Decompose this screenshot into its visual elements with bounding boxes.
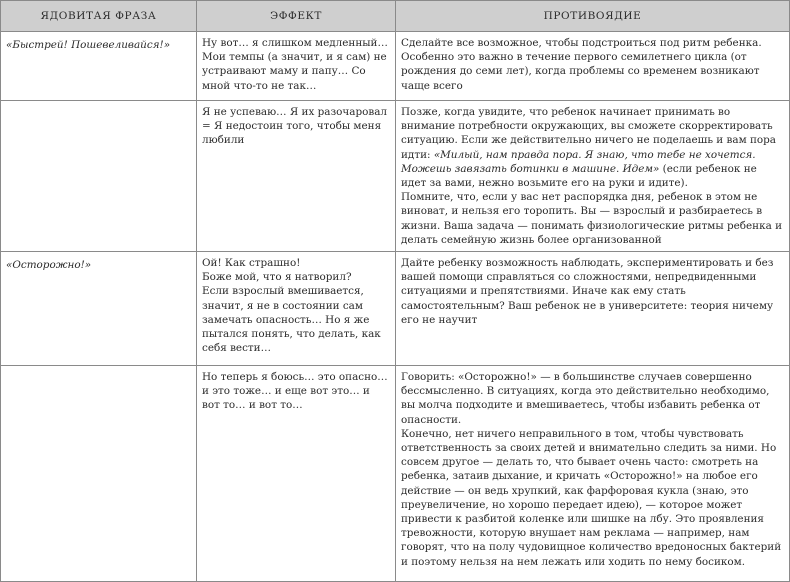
antidote-paragraph: Помните, что, если у вас нет распорядка дня, ребенок в этом не виноват, и нельзя его торопить. Вы — взрослый и разбираетесь в жизни. Ваша задача — понимать физиологические ритмы ребенка и делать семейную жизнь более организованной xyxy=(401,191,782,246)
effect-paragraph: Боже мой, что я натворил? xyxy=(202,271,352,284)
antidote-cell xyxy=(396,366,790,582)
table-row xyxy=(1,252,790,366)
phrase-cell: «Быстрей! Пошевеливайся!» xyxy=(1,32,197,101)
antidote-quote: «Милый, нам правда пора. Я знаю, что тебе не хочется. Можешь завязать ботинки в машине. Идем» xyxy=(401,148,756,175)
antidote-cell: Дайте ребенку возможность наблюдать, экспериментировать и без вашей помощи справляться со сложностями, непредвиденными ситуациями и препятствиями. Иначе как ему стать самостоятельным? Ваш ребенок не в университете: теория ничему его не научит xyxy=(396,252,790,366)
table-row xyxy=(1,101,790,252)
effect-cell: Ну вот… я слишком медленный… Мои темпы (а значит, и я сам) не устраивают маму и папу… Со мной что-то не так… xyxy=(197,32,396,101)
effect-cell: Но теперь я боюсь… это опасно… и это тоже… и еще вот это… и вот то… и вот то… xyxy=(197,366,396,582)
header-antidote: ПРОТИВОЯДИЕ xyxy=(396,1,790,32)
phrase-cell: «Осторожно!» xyxy=(1,252,197,366)
effect-cell: Я не успеваю… Я их разочаровал = Я недостоин того, чтобы меня любили xyxy=(197,101,396,252)
antidote-text: Позже, когда увидите, что ребенок начинает принимать во внимание потребности окружающих, вы сможете скорректировать ситуацию. Если же действительно ничего не поделаешь и вам пора идти: xyxy=(401,106,776,161)
effect-paragraph: Если взрослый вмешивается, значит, я не в состоянии сам замечать опасность… Но я же пытался понять, что делать, как себя вести… xyxy=(202,285,381,355)
antidote-cell: Сделайте все возможное, чтобы подстроиться под ритм ребенка. Особенно это важно в течение первого семилетнего цикла (от рождения до семи лет), когда проблемы со временем возникают чаще всего xyxy=(396,32,790,101)
antidote-paragraph: Говорить: «Осторожно!» — в большинстве случаев совершенно бессмысленно. В ситуациях, когда это действительно необходимо, вы молча подходите и вмешиваетесь, чтобы избавить ребенка от опасности. xyxy=(401,371,770,426)
effect-cell xyxy=(197,252,396,366)
phrase-cell xyxy=(1,101,197,252)
antidote-paragraph: Конечно, нет ничего неправильного в том, чтобы чувствовать ответственность за своих детей и внимательно следить за ними. Но совсем другое — делать то, что бывает очень часто: смотреть на ребенка, затаив дыхание, и кричать «Осторожно!» на любое его действие — он ведь хрупкий, как фарфоровая кукла (знаю, это преувеличение, но хорошо передает идею), — которое может привести к разбитой коленке или шишке на лбу. Это проявления тревожности, которую внушает нам реклама — например, нам говорят, что на полу чудовищное количество вредоносных бактерий и поэтому нельзя на нем лежать или ходить по нему босиком. xyxy=(401,427,782,568)
header-effect: ЭФФЕКТ xyxy=(197,1,396,32)
antidote-cell xyxy=(396,101,790,252)
table-row xyxy=(1,366,790,582)
antidote-paragraph xyxy=(401,105,784,190)
header-row xyxy=(1,1,790,32)
header-toxic-phrase: ЯДОВИТАЯ ФРАЗА xyxy=(1,1,197,32)
effect-paragraph: Ой! Как страшно! xyxy=(202,257,301,270)
antidote-text: (если ребенок не идет за вами, нежно возьмите его на руки и идите). xyxy=(401,162,757,190)
table-row xyxy=(1,32,790,101)
phrase-cell xyxy=(1,366,197,582)
